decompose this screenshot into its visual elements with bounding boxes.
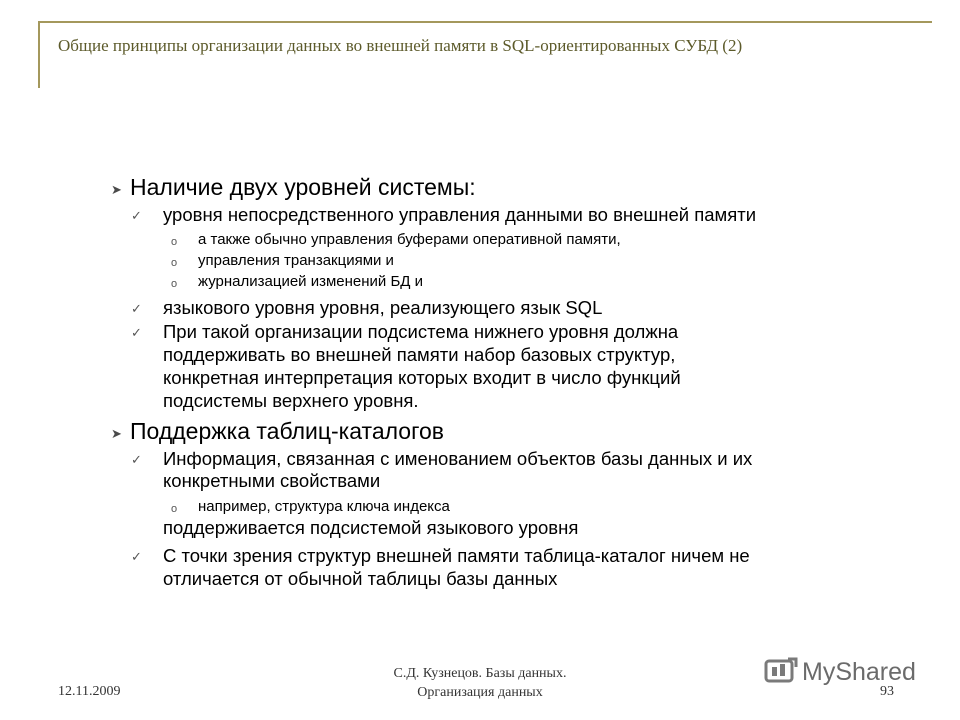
bullet-level2: языкового уровня уровня, реализующего язык SQL [163,297,603,318]
bullet-level3: управления транзакциями и [198,252,394,269]
bullet-level1: Поддержка таблиц-каталогов [130,418,444,444]
bullet-level2-line: При такой организации подсистема нижнего уровня должна [163,321,679,342]
bullet-level2-line: Информация, связанная с именованием объектов базы данных и их [163,448,753,469]
arrowhead-icon: ➤ [111,182,122,197]
bullet-level2-line: конкретными свойствами [163,470,381,491]
myshared-logo-icon [764,657,798,687]
bullet-level2-line: конкретная интерпретация которых входит в число функций [163,367,681,388]
bullet-level3: например, структура ключа индекса [198,498,450,515]
bullet-level2-line: поддерживать во внешней памяти набор базовых структур, [163,344,676,365]
checkmark-icon: ✓ [131,549,142,564]
circle-icon: o [171,236,178,248]
circle-icon: o [171,503,178,515]
bullet-level3: журнализацией изменений БД и [198,273,424,290]
page-number: 93 [880,684,894,699]
myshared-logo[interactable] [764,656,916,688]
logo-text: MyShared [802,657,916,686]
circle-icon: o [171,278,178,290]
circle-icon: o [171,257,178,269]
footer-caption-line1: С.Д. Кузнецов. Базы данных. [393,666,567,681]
arrowhead-icon: ➤ [111,426,122,441]
checkmark-icon: ✓ [131,301,142,316]
checkmark-icon: ✓ [131,325,142,340]
bullet-level2-line: С точки зрения структур внешней памяти таблица-каталог ничем не [163,545,750,566]
footer-date: 12.11.2009 [58,684,121,699]
bullet-level3: а также обычно управления буферами оперативной памяти, [198,231,621,248]
footer-caption [360,664,600,702]
bullet-level2-line: подсистемы верхнего уровня. [163,390,419,411]
bullet-level2-line: отличается от обычной таблицы базы данных [163,568,558,589]
slide-title: Общие принципы организации данных во внешней памяти в SQL-ориентированных СУБД (2) [58,36,743,55]
bullet-level1: Наличие двух уровней системы: [130,174,476,200]
footer-caption-line2: Организация данных [417,685,543,700]
bullet-level2: уровня непосредственного управления данными во внешней памяти [163,204,757,225]
plain-text-line: поддерживается подсистемой языкового уровня [163,517,579,538]
checkmark-icon: ✓ [131,208,142,223]
checkmark-icon: ✓ [131,452,142,467]
